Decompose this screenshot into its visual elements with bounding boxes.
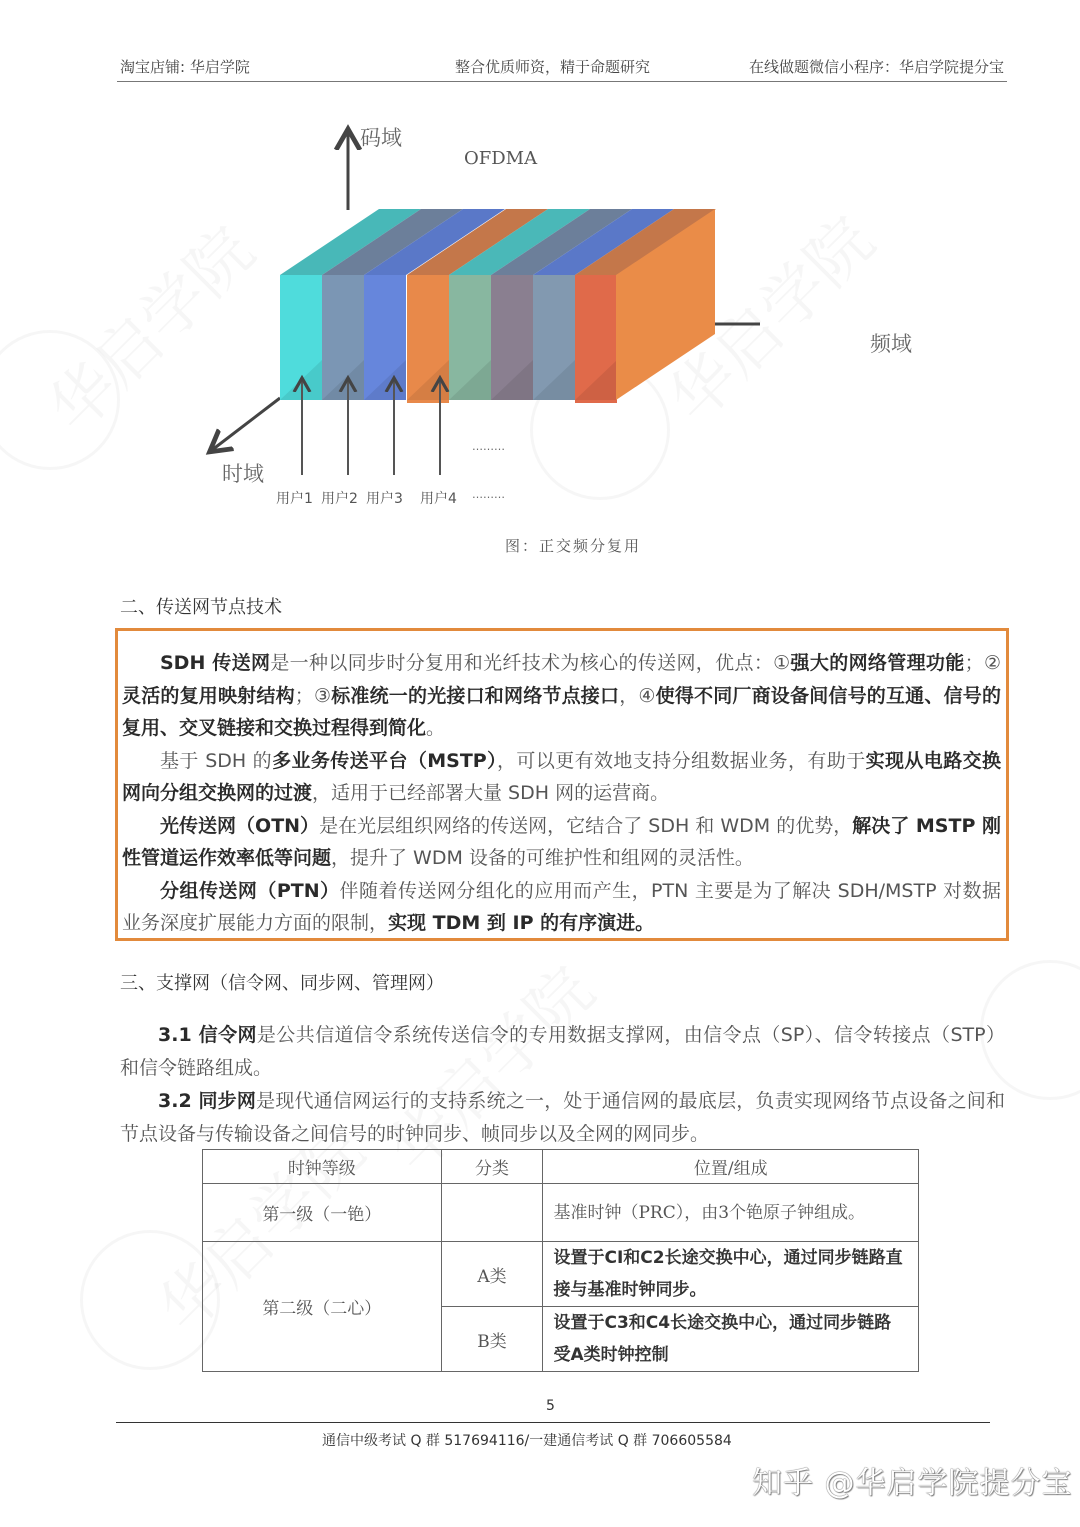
zhihu-watermark: 知乎 @华启学院提分宝 <box>752 1466 1073 1501</box>
table-row <box>203 1242 919 1307</box>
axis-label-time-domain: 时域 <box>222 462 264 486</box>
table-cell-level: 第二级（二心） <box>203 1242 442 1372</box>
user-label: 用户3 <box>366 491 403 507</box>
table-header: 时钟等级 <box>203 1150 442 1184</box>
section-heading: 二、传送网节点技术 <box>120 597 282 618</box>
paragraph-mstp: 基于 SDH 的多业务传送平台（MSTP），可以更有效地支持分组数据业务，有助于实现从电路交换网向分组交换网的过渡，适用于已经部署大量 SDH 网的运营商。 <box>122 749 1001 804</box>
section-heading: 三、支撑网（信令网、同步网、管理网） <box>120 973 444 994</box>
section-body <box>120 1019 1005 1151</box>
paragraph-otn: 光传送网（OTN）是在光层组织网络的传送网，它结合了 SDH 和 WDM 的优势，解决了 MSTP 刚性管道运作效率低等问题，提升了 WDM 设备的可维护性和组网的灵活性。 <box>122 814 1001 869</box>
ellipsis: ……… <box>472 488 505 501</box>
user-label: 用户1 <box>276 491 313 507</box>
paragraph-sync-network: 3.2 同步网是现代通信网运行的支持系统之一，处于通信网的最底层，负责实现网络节点设备之间和节点设备与传输设备之间信号的时钟同步、帧同步以及全网的网同步。 <box>120 1090 1005 1145</box>
table-cell-category: B类 <box>441 1307 543 1372</box>
table-cell-category: A类 <box>441 1242 543 1307</box>
table-cell-category <box>441 1184 543 1242</box>
table-cell-desc: 基准时钟（PRC），由3个铯原子钟组成。 <box>543 1184 919 1242</box>
header-divider <box>117 81 1007 82</box>
watermark-logo <box>0 330 120 470</box>
ofdma-figure <box>200 110 760 520</box>
table-cell-level: 第一级（一铯） <box>203 1184 442 1242</box>
user-label: 用户4 <box>420 491 457 507</box>
axis-label-code-domain: 码域 <box>360 126 402 150</box>
table-row <box>203 1184 919 1242</box>
header-slogan: 整合优质师资，精于命题研究 <box>455 58 651 76</box>
paragraph-signaling-network: 3.1 信令网是公共信道信令系统传送信令的专用数据支撑网，由信令点（SP）、信令转接点（STP）和信令链路组成。 <box>120 1024 1005 1079</box>
clock-level-table <box>202 1149 919 1372</box>
page-number: 5 <box>546 1398 555 1414</box>
footer-qq-groups: 通信中级考试 Q 群 517694116/一建通信考试 Q 群 706605584 <box>322 1433 732 1449</box>
ofdma-diagram <box>200 110 912 520</box>
diagram-title: OFDMA <box>464 148 538 169</box>
ellipsis: ……… <box>472 440 505 453</box>
axis-label-frequency-domain: 频域 <box>870 332 912 356</box>
table-cell-desc: 设置于CI和C2长途交换中心，通过同步链路直接与基准时钟同步。 <box>543 1242 919 1307</box>
table-cell-desc: 设置于C3和C4长途交换中心，通过同步链路受A类时钟控制 <box>543 1307 919 1372</box>
user-label: 用户2 <box>321 491 358 507</box>
watermark-logo <box>80 1230 220 1370</box>
highlight-box <box>115 628 1009 941</box>
header-shop: 淘宝店铺: 华启学院 <box>120 58 250 76</box>
footer-divider <box>116 1422 990 1423</box>
paragraph-sdh: SDH 传送网是一种以同步时分复用和光纤技术为核心的传送网，优点：①强大的网络管理功能；②灵活的复用映射结构；③标准统一的光接口和网络节点接口，④使得不同厂商设备间信号的互通、信号的复用、交叉链接和交换过程得到简化。 <box>122 652 1001 739</box>
paragraph-ptn: 分组传送网（PTN）伴随着传送网分组化的应用而产生，PTN 主要是为了解决 SDH/MSTP 对数据业务深度扩展能力方面的限制，实现 TDM 到 IP 的有序演进。 <box>122 879 1001 934</box>
table-header: 分类 <box>441 1150 543 1184</box>
figure-caption: 图：正交频分复用 <box>505 537 642 555</box>
header-miniprogram: 在线做题微信小程序：华启学院提分宝 <box>748 58 1004 76</box>
page-header <box>117 54 1007 80</box>
table-header: 位置/组成 <box>543 1150 919 1184</box>
